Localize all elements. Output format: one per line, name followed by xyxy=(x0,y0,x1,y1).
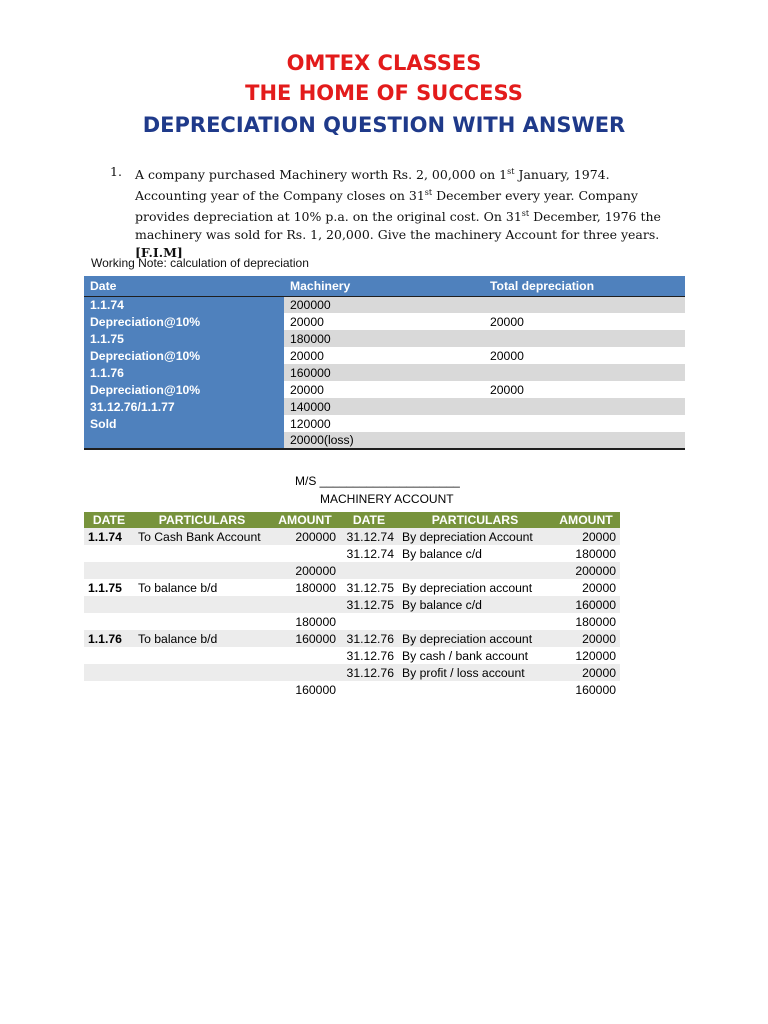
account-row xyxy=(84,664,620,681)
credit-date-cell: 31.12.74 xyxy=(340,528,398,545)
debit-amount-cell xyxy=(270,664,340,681)
wn-machinery-cell: 200000 xyxy=(284,296,484,313)
wn-machinery-cell: 20000 xyxy=(284,381,484,398)
working-note-table xyxy=(84,276,685,450)
col-header-amount-credit: AMOUNT xyxy=(552,512,620,528)
credit-particulars-cell: By balance c/d xyxy=(398,596,552,613)
account-row xyxy=(84,562,620,579)
question-text xyxy=(135,163,680,262)
col-header-date-credit: DATE xyxy=(340,512,398,528)
working-note-row xyxy=(84,398,685,415)
wn-date-cell: Sold xyxy=(84,415,284,432)
wn-date-cell: 1.1.74 xyxy=(84,296,284,313)
account-header-row xyxy=(84,512,620,528)
debit-particulars-cell xyxy=(134,681,270,698)
debit-date-cell xyxy=(84,681,134,698)
debit-date-cell: 1.1.76 xyxy=(84,630,134,647)
credit-date-cell: 31.12.76 xyxy=(340,664,398,681)
wn-date-cell: 31.12.76/1.1.77 xyxy=(84,398,284,415)
account-row xyxy=(84,681,620,698)
debit-particulars-cell xyxy=(134,647,270,664)
debit-date-cell xyxy=(84,562,134,579)
account-row xyxy=(84,528,620,545)
credit-particulars-cell: By depreciation account xyxy=(398,579,552,596)
credit-particulars-cell: By balance c/d xyxy=(398,545,552,562)
debit-amount-cell xyxy=(270,545,340,562)
wn-total-depreciation-cell xyxy=(484,432,685,449)
debit-amount-cell: 200000 xyxy=(270,562,340,579)
debit-date-cell xyxy=(84,545,134,562)
credit-amount-cell: 200000 xyxy=(552,562,620,579)
credit-particulars-cell xyxy=(398,613,552,630)
wn-machinery-cell: 20000 xyxy=(284,313,484,330)
col-header-particulars-debit: PARTICULARS xyxy=(134,512,270,528)
working-note-row xyxy=(84,432,685,449)
wn-date-cell: Depreciation@10% xyxy=(84,347,284,364)
wn-date-cell: 1.1.76 xyxy=(84,364,284,381)
account-row xyxy=(84,630,620,647)
credit-amount-cell: 20000 xyxy=(552,579,620,596)
account-row xyxy=(84,647,620,664)
credit-amount-cell: 180000 xyxy=(552,545,620,562)
account-row xyxy=(84,613,620,630)
credit-date-cell: 31.12.74 xyxy=(340,545,398,562)
question-text-part: January, 1974. Accounting year of the Company closes on 31 xyxy=(135,167,610,204)
account-row xyxy=(84,545,620,562)
working-note-row xyxy=(84,296,685,313)
col-header-total-depreciation: Total depreciation xyxy=(484,276,685,296)
credit-amount-cell: 160000 xyxy=(552,596,620,613)
wn-total-depreciation-cell xyxy=(484,330,685,347)
debit-particulars-cell xyxy=(134,545,270,562)
account-title: MACHINERY ACCOUNT xyxy=(320,492,454,506)
credit-amount-cell: 20000 xyxy=(552,664,620,681)
wn-total-depreciation-cell: 20000 xyxy=(484,347,685,364)
credit-particulars-cell: By cash / bank account xyxy=(398,647,552,664)
wn-total-depreciation-cell: 20000 xyxy=(484,313,685,330)
debit-amount-cell: 200000 xyxy=(270,528,340,545)
credit-date-cell: 31.12.76 xyxy=(340,647,398,664)
working-note-header-row xyxy=(84,276,685,296)
credit-date-cell: 31.12.76 xyxy=(340,630,398,647)
credit-date-cell: 31.12.75 xyxy=(340,579,398,596)
debit-date-cell: 1.1.75 xyxy=(84,579,134,596)
page-title: DEPRECIATION QUESTION WITH ANSWER xyxy=(142,113,626,137)
wn-total-depreciation-cell xyxy=(484,415,685,432)
title-block xyxy=(0,48,768,142)
debit-amount-cell: 160000 xyxy=(270,681,340,698)
wn-machinery-cell: 140000 xyxy=(284,398,484,415)
machinery-account-table xyxy=(84,512,620,698)
debit-amount-cell xyxy=(270,647,340,664)
wn-total-depreciation-cell xyxy=(484,296,685,313)
col-header-amount-debit: AMOUNT xyxy=(270,512,340,528)
debit-date-cell xyxy=(84,647,134,664)
ordinal-suffix: st xyxy=(521,209,530,219)
working-note-row xyxy=(84,313,685,330)
debit-particulars-cell xyxy=(134,613,270,630)
debit-particulars-cell xyxy=(134,562,270,579)
school-name: OMTEX CLASSES xyxy=(286,51,482,75)
debit-amount-cell: 180000 xyxy=(270,579,340,596)
credit-particulars-cell xyxy=(398,562,552,579)
working-note-caption: Working Note: calculation of depreciation xyxy=(91,256,309,270)
wn-machinery-cell: 20000(loss) xyxy=(284,432,484,449)
debit-amount-cell: 160000 xyxy=(270,630,340,647)
account-row xyxy=(84,596,620,613)
working-note-row xyxy=(84,415,685,432)
debit-date-cell xyxy=(84,596,134,613)
debit-date-cell: 1.1.74 xyxy=(84,528,134,545)
wn-total-depreciation-cell xyxy=(484,364,685,381)
credit-date-cell xyxy=(340,681,398,698)
working-note-row xyxy=(84,381,685,398)
debit-date-cell xyxy=(84,664,134,681)
working-note-row xyxy=(84,330,685,347)
credit-particulars-cell xyxy=(398,681,552,698)
debit-particulars-cell: To Cash Bank Account xyxy=(134,528,270,545)
credit-amount-cell: 160000 xyxy=(552,681,620,698)
working-note-row xyxy=(84,347,685,364)
question-text-part: December every year. Company provides depreciation at 10% p.a. on the original cost. On 31 xyxy=(135,188,638,225)
question-tag: [F.I.M] xyxy=(135,245,183,261)
wn-date-cell: Depreciation@10% xyxy=(84,381,284,398)
credit-particulars-cell: By profit / loss account xyxy=(398,664,552,681)
account-row xyxy=(84,579,620,596)
ordinal-suffix: st xyxy=(424,188,433,198)
credit-particulars-cell: By depreciation Account xyxy=(398,528,552,545)
credit-date-cell xyxy=(340,562,398,579)
credit-amount-cell: 120000 xyxy=(552,647,620,664)
wn-machinery-cell: 120000 xyxy=(284,415,484,432)
wn-date-cell: Depreciation@10% xyxy=(84,313,284,330)
credit-amount-cell: 20000 xyxy=(552,630,620,647)
wn-machinery-cell: 180000 xyxy=(284,330,484,347)
ms-line: M/S _____________________ xyxy=(295,474,460,488)
debit-date-cell xyxy=(84,613,134,630)
debit-particulars-cell: To balance b/d xyxy=(134,630,270,647)
question-text-part: A company purchased Machinery worth Rs. 2, 00,000 on 1 xyxy=(135,167,508,183)
credit-amount-cell: 20000 xyxy=(552,528,620,545)
debit-amount-cell xyxy=(270,596,340,613)
wn-total-depreciation-cell: 20000 xyxy=(484,381,685,398)
debit-amount-cell: 180000 xyxy=(270,613,340,630)
working-note-row xyxy=(84,364,685,381)
wn-date-cell xyxy=(84,432,284,449)
credit-date-cell xyxy=(340,613,398,630)
col-header-date-debit: DATE xyxy=(84,512,134,528)
debit-particulars-cell xyxy=(134,596,270,613)
question-number: 1. xyxy=(110,164,122,179)
wn-total-depreciation-cell xyxy=(484,398,685,415)
wn-date-cell: 1.1.75 xyxy=(84,330,284,347)
credit-amount-cell: 180000 xyxy=(552,613,620,630)
col-header-date: Date xyxy=(84,276,284,296)
debit-particulars-cell xyxy=(134,664,270,681)
col-header-particulars-credit: PARTICULARS xyxy=(398,512,552,528)
col-header-machinery: Machinery xyxy=(284,276,484,296)
credit-particulars-cell: By depreciation account xyxy=(398,630,552,647)
credit-date-cell: 31.12.75 xyxy=(340,596,398,613)
wn-machinery-cell: 20000 xyxy=(284,347,484,364)
wn-machinery-cell: 160000 xyxy=(284,364,484,381)
question-text-part: December, 1976 the machinery was sold for Rs. 1, 20,000. Give the machinery Account for three years. xyxy=(135,209,661,243)
debit-particulars-cell: To balance b/d xyxy=(134,579,270,596)
school-tagline: THE HOME OF SUCCESS xyxy=(245,81,523,105)
ordinal-suffix: st xyxy=(507,167,515,176)
